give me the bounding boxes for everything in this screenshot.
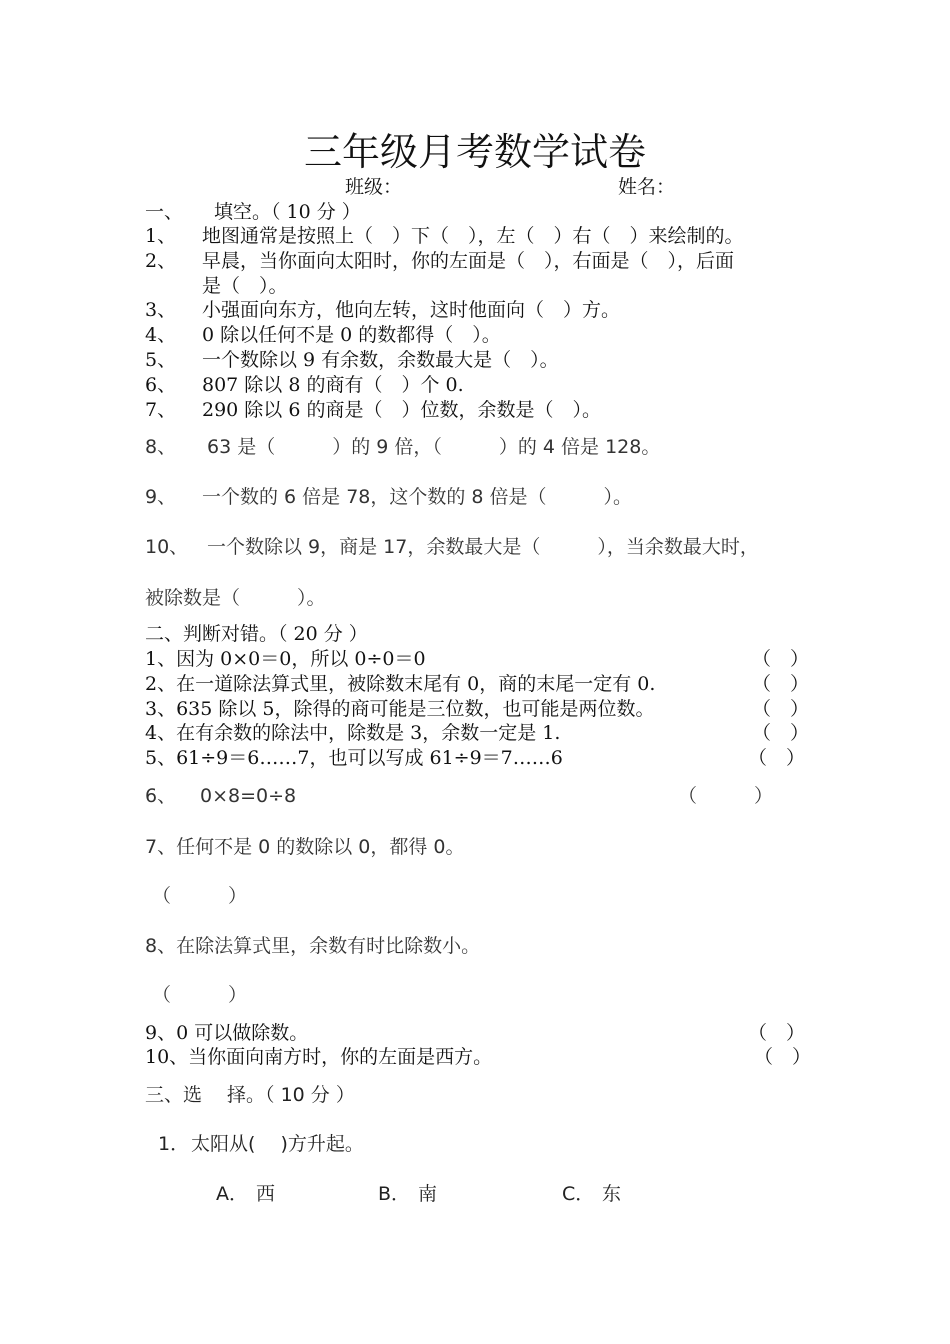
s3-q1-text: 太阳从( )方升起。 <box>191 1133 364 1155</box>
s1-q10-num: 10、 <box>145 536 189 558</box>
s1-q7-num: 7、 <box>145 399 177 421</box>
s1-q8-text: 63 是（ ）的 9 倍，（ ）的 4 倍是 128。 <box>207 436 661 458</box>
s2-q6-text: 0×8=0÷8 <box>200 785 297 807</box>
s2-q4-text: 4、在有余数的除法中，除数是 3，余数一定是 1. <box>145 722 561 744</box>
s1-q5-text: 一个数除以 9 有余数，余数最大是（ ）。 <box>202 349 559 371</box>
option-b-label: B． <box>378 1183 411 1205</box>
option-b-text: 南 <box>418 1183 438 1205</box>
s2-q5-text: 5、61÷9＝6……7，也可以写成 61÷9＝7……6 <box>145 747 563 769</box>
s2-q6-num: 6、 <box>145 785 177 807</box>
option-a-text: 西 <box>256 1183 276 1205</box>
s2-q10-paren: （ ） <box>754 1046 812 1068</box>
s2-q1-text: 1、因为 0×0＝0，所以 0÷0＝0 <box>145 648 426 670</box>
option-a-label: A． <box>216 1183 248 1205</box>
name-label: 姓名： <box>618 176 676 198</box>
s1-q1-num: 1、 <box>145 225 177 247</box>
s1-q6-num: 6、 <box>145 374 177 396</box>
s1-q2-text-cont: 是（ ）。 <box>202 275 288 297</box>
s1-q4-num: 4、 <box>145 324 177 346</box>
s1-q10-text: 一个数除以 9，商是 17，余数最大是（ ），当余数最大时， <box>207 536 759 558</box>
s2-q2-paren: （ ） <box>752 673 810 695</box>
section2-heading: 二、判断对错。（ 20 分 ） <box>145 623 368 645</box>
s2-q8-text: 8、在除法算式里，余数有时比除数小。 <box>145 935 481 957</box>
s2-q6-paren: （ ） <box>678 785 774 807</box>
s2-q4-paren: （ ） <box>752 722 810 744</box>
s2-q3-text: 3、635 除以 5，除得的商可能是三位数，也可能是两位数。 <box>145 698 655 720</box>
s2-q8-paren: （ ） <box>152 984 248 1006</box>
s1-q8-num: 8、 <box>145 436 177 458</box>
s2-q2-text: 2、在一道除法算式里，被除数末尾有 0，商的末尾一定有 0. <box>145 673 656 695</box>
section3-heading: 三、选 择。（ 10 分 ） <box>145 1084 355 1106</box>
s1-q2-num: 2、 <box>145 250 177 272</box>
exam-title: 三年级月考数学试卷 <box>303 130 646 174</box>
option-c-label: C． <box>562 1183 595 1205</box>
s2-q10-text: 10、当你面向南方时，你的左面是西方。 <box>145 1046 493 1068</box>
s1-q9-text: 一个数的 6 倍是 78，这个数的 8 倍是（ ）。 <box>202 486 633 508</box>
s1-q1-text: 地图通常是按照上（ ）下（ ），左（ ）右（ ）来绘制的。 <box>202 225 744 247</box>
s2-q3-paren: （ ） <box>752 698 810 720</box>
s1-q10-text-cont: 被除数是（ ）。 <box>145 587 326 609</box>
s2-q9-text: 9、0 可以做除数。 <box>145 1022 309 1044</box>
class-label: 班级： <box>345 176 403 198</box>
s2-q1-paren: （ ） <box>752 648 810 670</box>
s1-q9-num: 9、 <box>145 486 177 508</box>
section1-number: 一、 <box>145 201 184 223</box>
s2-q9-paren: （ ） <box>748 1022 806 1044</box>
section1-heading: 填空。（ 10 分 ） <box>214 201 361 223</box>
option-c-text: 东 <box>602 1183 622 1205</box>
s1-q2-text: 早晨，当你面向太阳时，你的左面是（ ），右面是（ ），后面 <box>202 250 735 272</box>
s2-q7-text: 7、任何不是 0 的数除以 0，都得 0。 <box>145 836 465 858</box>
s3-q1-num: 1． <box>158 1133 190 1155</box>
s2-q5-paren: （ ） <box>748 747 806 769</box>
s1-q3-num: 3、 <box>145 299 177 321</box>
s2-q7-paren: （ ） <box>152 885 248 907</box>
s1-q4-text: 0 除以任何不是 0 的数都得（ ）。 <box>202 324 501 346</box>
s1-q5-num: 5、 <box>145 349 177 371</box>
s1-q7-text: 290 除以 6 的商是（ ）位数，余数是（ ）。 <box>202 399 601 421</box>
s1-q6-text: 807 除以 8 的商有（ ）个 0. <box>202 374 464 396</box>
s1-q3-text: 小强面向东方，他向左转，这时他面向（ ）方。 <box>202 299 621 321</box>
